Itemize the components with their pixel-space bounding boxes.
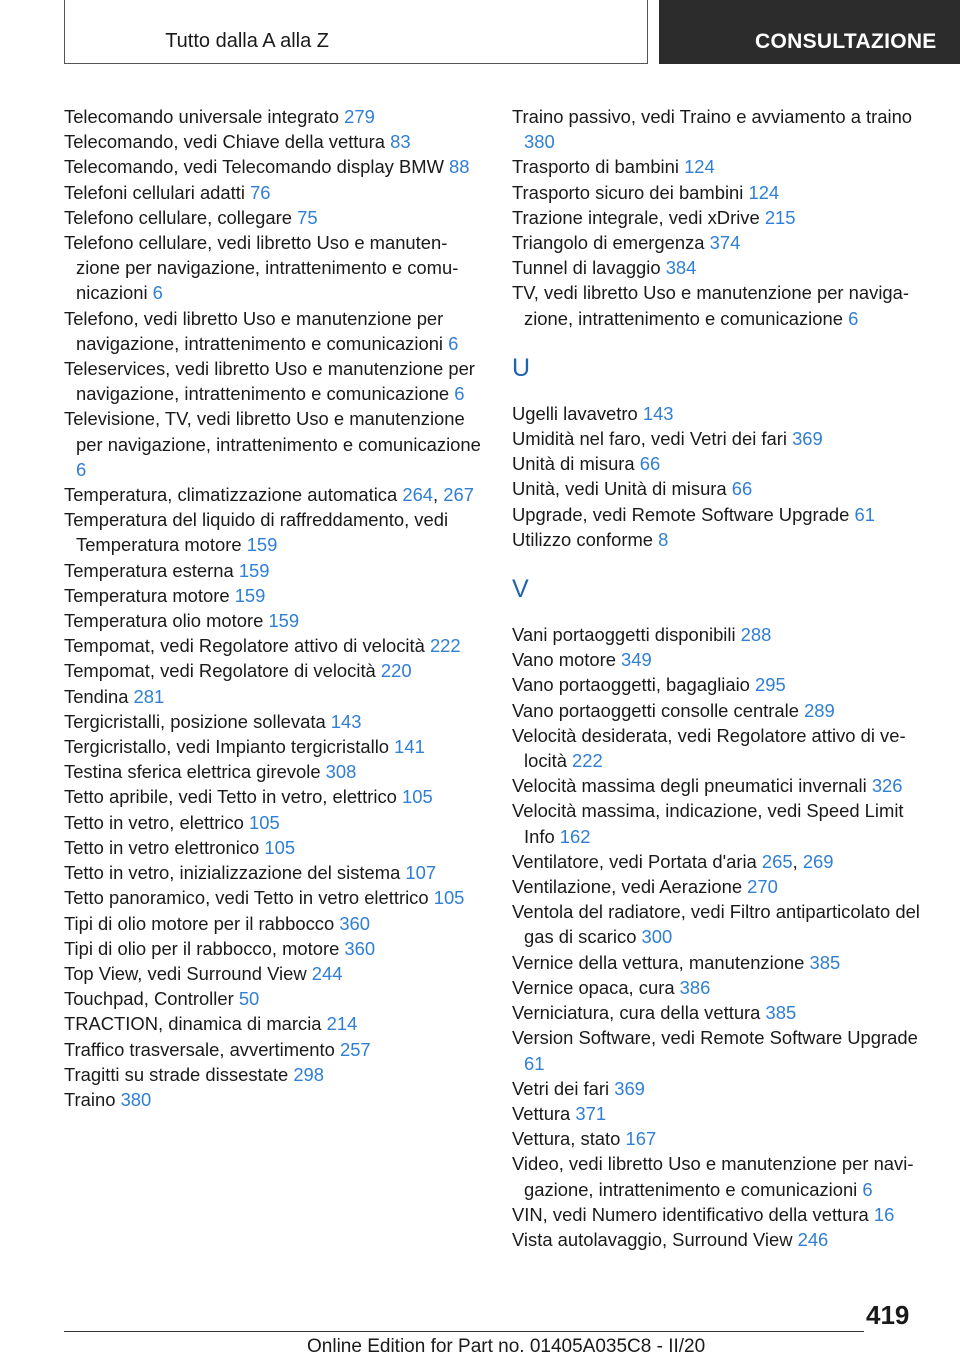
index-entry [512,205,932,230]
page-reference-link[interactable]: 143 [642,402,674,424]
index-entry [512,698,932,723]
page-reference-link[interactable]: 369 [614,1077,645,1099]
page-reference-link[interactable]: 385 [809,951,841,973]
page-reference-link[interactable]: 159 [238,559,270,581]
index-entry-text: Tipi di olio motore per il rabbocco [64,912,340,934]
index-entry-text: Tetto in vetro, elettrico [64,811,250,833]
section-letter-u: U [512,353,531,382]
index-entry [512,975,932,1000]
index-entry [64,558,484,583]
index-entry-text: TV, vedi libretto Uso e manutenzione per navigazione, intrattenimento e comunicazione [512,282,909,329]
index-entry-text: VIN, vedi Numero identificativo della vettura [512,1203,874,1225]
index-entry [64,230,484,306]
index-entry [64,507,484,557]
index-entry-text: Telefono cellulare, collegare [64,206,298,228]
index-entry: Temperatura, climatizzazione automatica 264, 267 [64,484,474,506]
index-entry-text: Ventola del radiatore, vedi Filtro antiparticolato del gas di scarico [512,901,920,948]
index-entry-text: Telecomando, vedi Chiave della vettura [64,131,391,153]
index-entry-text: Top View, vedi Surround View [64,962,312,984]
index-entry-text: Touchpad, Controller [64,988,239,1010]
index-entry [64,583,484,608]
index-entry-text: Velocità desiderata, vedi Regolatore attivo di velocità [512,724,906,772]
page-reference-link[interactable]: 298 [293,1063,324,1085]
index-entry [512,1151,932,1201]
page-reference-link[interactable]: 374 [709,232,741,254]
index-entry-text: Telecomando, vedi Telecomando display BMW [64,156,450,178]
header-section-title: Tutto dalla A alla Z [165,30,329,52]
page-reference-link[interactable]: 76 [250,181,271,203]
index-entry-text: Triangolo di emergenza [512,232,710,254]
page-reference-link[interactable]: 16 [873,1203,895,1225]
index-entry [64,608,484,633]
page-reference-link[interactable]: 6 [448,332,459,354]
index-entry [512,104,932,154]
index-entry [512,502,932,527]
page-reference-link[interactable]: 349 [621,649,652,671]
page-number: 419 [866,1300,910,1330]
index-entry-text: Telefono, vedi libretto Uso e manutenzione per navigazione, intrattenimento e comunicazioni [64,307,449,354]
index-entry-text: Telefono cellulare, vedi libretto Uso e manutenzione per navigazione, intrattenimento e comunicazioni [64,232,459,304]
index-entry-text: Tetto in vetro elettronico [64,836,265,858]
index-entry-text: Trazione integrale, vedi xDrive [512,206,765,228]
index-entry [512,950,932,975]
index-entry [512,230,932,255]
index-entry-text: Tragitti su strade dissestate [64,1063,294,1085]
index-entry-text: Ventilazione, vedi Aerazione [512,876,748,898]
page-reference-link[interactable]: 159 [268,610,300,632]
index-entry-text: Ugelli lavavetro [512,402,643,424]
index-entry [64,784,484,809]
page-reference-link[interactable]: 6 [76,458,87,480]
page-reference-link[interactable]: 215 [764,206,796,228]
index-entry-text: Traino passivo, vedi Traino e avviamento a traino [512,106,913,127]
index-entry-text: Vano portaoggetti, bagagliaio [512,674,756,696]
index-entry-text: Video, vedi libretto Uso e manutenzione per navigazione, intrattenimento e comunicazioni [512,1153,914,1200]
section-letter-v: V [512,575,529,604]
index-entry [64,1062,484,1087]
page-reference-link[interactable]: 300 [641,926,673,948]
index-entry [512,180,932,205]
index-entry-text: Tergicristallo, vedi Impianto tergicristallo [64,736,395,758]
index-entry [512,476,932,501]
index-entry-text: Verniciatura, cura della vettura [512,1002,766,1024]
index-entry-text: Umidità nel faro, vedi Vetri dei fari [512,428,793,450]
index-entry [64,684,484,709]
index-entry [512,451,932,476]
page-reference-link[interactable]: 162 [559,825,591,847]
index-entry [64,810,484,835]
page-reference-link[interactable]: 269 [802,850,834,872]
header-box [64,0,648,64]
index-entry-text: Tempomat, vedi Regolatore attivo di velocità [64,635,430,657]
index-entry-text: Vano motore [512,649,622,671]
index-entry-text: Televisione, TV, vedi libretto Uso e manutenzione per navigazione, intrattenimento e comunicazione [64,408,481,455]
page-reference-link[interactable]: 105 [402,786,433,808]
index-entry-text: Trasporto sicuro dei bambini [512,181,749,203]
page-reference-link[interactable]: 50 [238,988,260,1010]
index-entry-text: Telefoni cellulari adatti [64,181,251,203]
index-entry [512,798,932,848]
page-reference-link[interactable]: 384 [665,257,697,279]
index-entry-text: Tendina [64,685,134,707]
index-entry-text: Utilizzo conforme [512,528,659,550]
page-reference-link[interactable]: 66 [639,453,661,475]
page-reference-link[interactable]: 124 [684,156,715,178]
page-reference-link[interactable]: 326 [871,775,903,797]
index-column-right [512,104,932,1252]
footer-divider [64,1331,864,1332]
page-reference-link[interactable]: 279 [344,106,375,127]
index-entry-text: Upgrade, vedi Remote Software Upgrade [512,503,855,525]
index-entry [512,426,932,451]
index-entry-text: Tetto apribile, vedi Tetto in vetro, elettrico [64,786,403,808]
page-reference-link[interactable]: 107 [405,862,437,884]
index-entry-text: Vetri dei fari [512,1077,615,1099]
index-entry [64,1037,484,1062]
index-entry [64,104,484,129]
index-entry [64,986,484,1011]
index-entry-text: Unità, vedi Unità di misura [512,478,732,500]
page-reference-link[interactable]: 141 [394,736,425,758]
index-entry-text: Trasporto di bambini [512,156,685,178]
index-entry-text: Tergicristalli, posizione sollevata [64,710,331,732]
index-entry-text: Ventilatore, vedi Portata d'aria [512,850,762,872]
index-entry [512,1227,932,1252]
index-entry-text: Traino [64,1088,121,1110]
index-entry [64,835,484,860]
page-reference-link[interactable]: 6 [848,307,859,329]
index-entry [64,1011,484,1036]
page-reference-link[interactable]: 265 [761,850,793,872]
page-reference-link[interactable]: 8 [658,528,669,550]
index-entry [64,860,484,885]
page-reference-link[interactable]: 124 [748,181,780,203]
page-reference-link[interactable]: 61 [854,503,875,525]
page-reference-link[interactable]: 220 [380,660,412,682]
index-entry [512,622,932,647]
page-reference-link[interactable]: 222 [429,635,461,657]
index-entry-text: Temperatura, climatizzazione automatica [64,484,403,506]
page-reference-link[interactable]: 264 [402,484,434,506]
index-list-t [512,104,932,331]
page-reference-link[interactable]: 6 [454,383,465,405]
page-reference-link[interactable]: 360 [339,912,370,934]
index-entry [512,154,932,179]
header-tab-label: CONSULTAZIONE [755,30,937,53]
index-entry-text: Tipi di olio per il rabbocco, motore [64,937,345,959]
index-entry [512,773,932,798]
page-reference-link[interactable]: 267 [443,484,474,506]
index-entry-text: Tempomat, vedi Regolatore di velocità [64,660,381,682]
index-entry [512,401,932,426]
index-entry [512,527,932,552]
index-entry-text: Vista autolavaggio, Surround View [512,1228,798,1250]
index-entry [64,759,484,784]
index-entry [64,734,484,759]
index-entry-text: Version Software, vedi Remote Software Upgrade [512,1027,918,1049]
page-reference-link[interactable]: 289 [804,699,835,721]
index-entry [64,180,484,205]
page-reference-link[interactable]: 386 [679,976,711,998]
index-entry [64,936,484,961]
index-entry-text: Testina sferica elettrica girevole [64,761,326,783]
index-entry-text: Temperatura del liquido di raffreddamento, vedi Temperatura motore [64,509,449,556]
index-entry-text: Vettura, stato [512,1128,626,1150]
page-reference-link[interactable]: 105 [264,836,296,858]
page-reference-link[interactable]: 308 [325,761,357,783]
page-reference-link[interactable]: 380 [120,1088,152,1110]
index-entry [64,961,484,986]
page-reference-link[interactable]: 270 [747,876,778,898]
page-reference-link[interactable]: 61 [524,1052,545,1074]
index-column-left [64,104,484,1112]
page-reference-link[interactable]: 244 [311,962,343,984]
page-reference-link[interactable]: 380 [524,131,555,153]
page-reference-link[interactable]: 222 [572,750,603,772]
page-reference-link[interactable]: 369 [792,428,823,450]
index-entry [512,280,932,330]
page-reference-link[interactable]: 167 [625,1128,657,1150]
index-entry-text: Temperatura olio motore [64,610,269,632]
page-reference-link[interactable]: 159 [234,584,266,606]
index-entry-text: Traffico trasversale, avvertimento [64,1038,340,1060]
index-entry [512,1101,932,1126]
page-reference-link[interactable]: 295 [755,674,786,696]
index-entry [64,154,484,179]
page-reference-link[interactable]: 6 [862,1178,873,1200]
page-reference-link[interactable]: 371 [575,1102,607,1124]
index-entry [512,1126,932,1151]
index-entry-text: Temperatura motore [64,584,235,606]
index-entry-text: Unità di misura [512,453,640,475]
index-entry [512,1202,932,1227]
index-list-v [512,622,932,1252]
page-reference-link[interactable]: 105 [249,811,280,833]
index-entry [64,1087,484,1112]
index-entry-text: Vano portaoggetti consolle centrale [512,699,805,721]
index-entry [64,658,484,683]
page-reference-link[interactable]: 88 [449,156,470,178]
index-entry-text: Tunnel di lavaggio [512,257,666,279]
index-entry [512,672,932,697]
index-entry-text: Velocità massima degli pneumatici invernali [512,775,872,797]
page-reference-link[interactable]: 83 [390,131,411,153]
index-entry-text: Tetto in vetro, inizializzazione del sistema [64,862,406,884]
page-reference-link[interactable]: 105 [433,887,465,909]
index-entry-text: Vani portaoggetti disponibili [512,624,741,646]
page-reference-link[interactable]: 66 [731,478,753,500]
index-entry [512,899,932,949]
index-entry-text: Tetto panoramico, vedi Tetto in vetro elettrico [64,887,434,909]
page-reference-link[interactable]: 159 [246,534,278,556]
page-reference-link[interactable]: 246 [797,1228,829,1250]
index-entry-text: Vernice opaca, cura [512,976,680,998]
index-entry-text: Velocità massima, indicazione, vedi Speed Limit Info [512,800,904,847]
page-reference-link[interactable]: 75 [297,206,318,228]
index-entry [512,255,932,280]
index-entry [64,205,484,230]
index-entry [512,1076,932,1101]
index-entry [512,1025,932,1075]
index-entry [64,406,484,482]
page-reference-link[interactable]: 214 [326,1013,358,1035]
index-list-u [512,401,932,552]
index-entry [512,647,932,672]
index-entry-text: TRACTION, dinamica di marcia [64,1013,327,1035]
index-entry-text: Telecomando universale integrato [64,106,345,127]
index-entry: Ventilatore, vedi Portata d'aria 265, 269 [512,850,834,872]
page-reference-link[interactable]: 385 [765,1002,797,1024]
footer-edition: Online Edition for Part no. 01405A035C8 - II/20 [307,1336,706,1357]
index-entry [64,129,484,154]
index-entry-text: Teleservices, vedi libretto Uso e manutenzione per navigazione, intrattenimento e comunicazione [64,358,475,405]
index-entry-text: Vettura [512,1102,576,1124]
index-entry-text: Vernice della vettura, manutenzione [512,951,810,973]
index-entry [64,633,484,658]
page-reference-link[interactable]: 257 [339,1038,371,1060]
page-reference-link[interactable]: 360 [344,937,376,959]
index-entry-text: Temperatura esterna [64,559,239,581]
index-entry [64,356,484,406]
page-reference-link[interactable]: 6 [152,282,163,304]
index-entry [64,911,484,936]
index-entry [64,709,484,734]
header-tab-consultazione[interactable] [659,0,960,64]
page-reference-link[interactable]: 143 [330,710,362,732]
page-reference-link[interactable]: 281 [133,685,165,707]
page-reference-link[interactable]: 288 [740,624,772,646]
index-entry [512,874,932,899]
index-entry [64,885,484,910]
index-entry [512,1000,932,1025]
index-entry [512,723,932,773]
index-entry [64,306,484,356]
